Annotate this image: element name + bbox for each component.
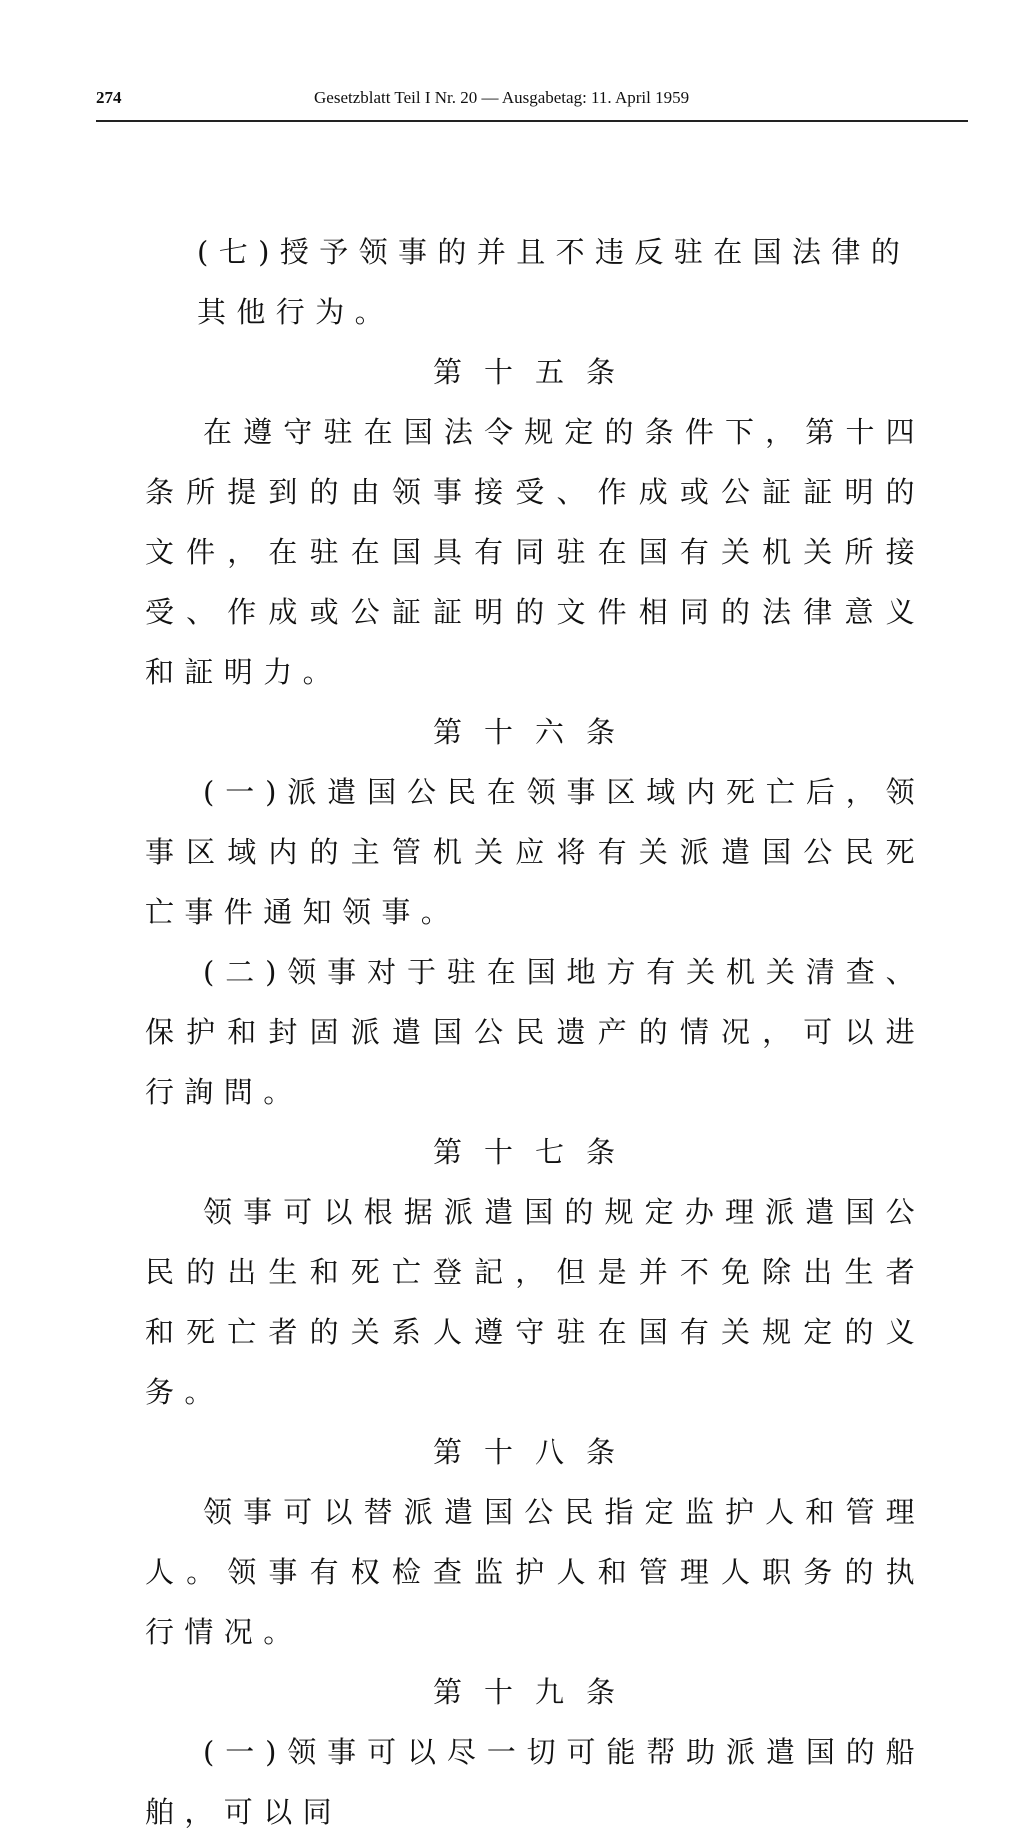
article-19-paragraph-1: (一)领事可以尽一切可能帮助派遣国的船舶，可以同	[145, 1735, 925, 1829]
article-16-heading: 第十六条	[432, 715, 637, 749]
article-15-heading: 第十五条	[432, 355, 637, 389]
page-header	[96, 86, 968, 122]
article-17-heading: 第十七条	[432, 1135, 637, 1169]
page-body	[145, 222, 925, 1842]
page-number: 274	[96, 88, 122, 107]
article-18-heading: 第十八条	[432, 1435, 637, 1469]
article-15-text: 在遵守驻在国法令规定的条件下，第十四条所提到的由领事接受、作成或公証証明的文件，在驻在国具有同驻在国有关机关所接受、作成或公証証明的文件相同的法律意义和証明力。	[145, 415, 925, 689]
item-7-paragraph: (七)授予领事的并且不违反驻在国法律的其他行为。	[197, 235, 911, 329]
article-18-text: 领事可以替派遣国公民指定监护人和管理人。领事有权检查监护人和管理人职务的执行情况。	[145, 1495, 925, 1649]
article-16-paragraph-1: (一)派遣国公民在领事区域内死亡后，领事区域内的主管机关应将有关派遣国公民死亡事件通知领事。	[145, 775, 925, 929]
running-title: Gesetzblatt Teil I Nr. 20 — Ausgabetag: 11. April 1959	[314, 88, 690, 107]
article-17-text: 领事可以根据派遣国的规定办理派遣国公民的出生和死亡登記，但是并不免除出生者和死亡者的关系人遵守驻在国有关规定的义务。	[145, 1195, 925, 1409]
article-19-heading: 第十九条	[432, 1675, 637, 1709]
article-16-paragraph-2: (二)领事对于驻在国地方有关机关清查、保护和封固派遣国公民遗产的情况，可以进行詢問。	[145, 955, 925, 1109]
